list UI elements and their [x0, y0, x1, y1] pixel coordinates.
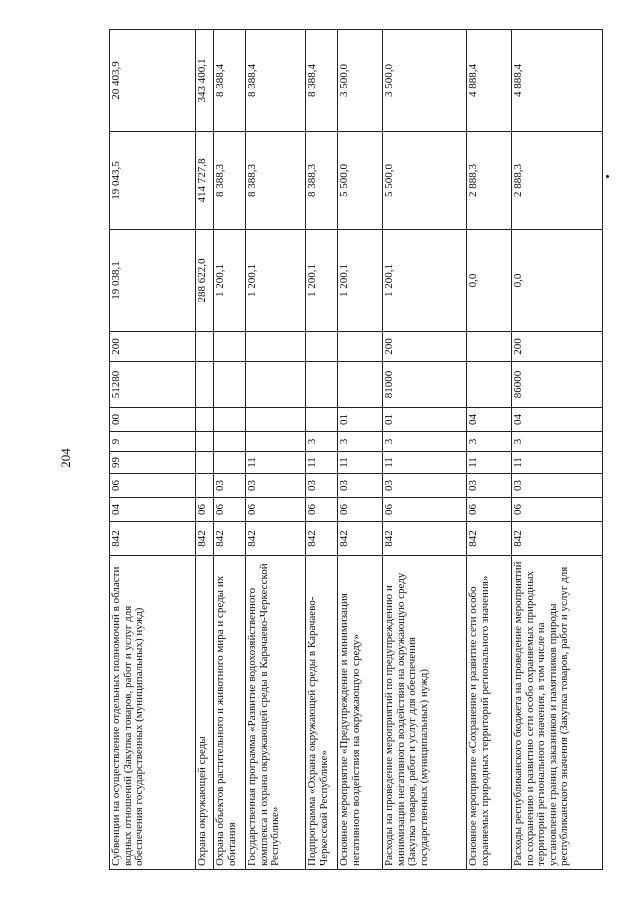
direction-code: [467, 362, 512, 408]
amount-year-2: 2 888,3: [467, 132, 512, 230]
amount-year-3: 8 388,4: [306, 30, 338, 132]
amount-year-2: 8 388,3: [214, 132, 246, 230]
row-description: Охрана окружающей среды: [196, 556, 214, 870]
amount-year-3: 4 888,4: [467, 30, 512, 132]
direction-code: 81000: [383, 362, 467, 408]
subprogram-code: 3: [338, 432, 383, 452]
direction-code: [306, 362, 338, 408]
program-code: 11: [306, 452, 338, 474]
row-description: Расходы на проведение мероприятий по предупреждению и минимизации негативного воздействия на окружающую среду (Закупка товаров, работ и услуг для обеспечения государственных (муниципальных) нужд): [383, 556, 467, 870]
table-row: [306, 30, 338, 870]
program-code: 99: [110, 452, 196, 474]
subsection-code: 03: [338, 474, 383, 498]
expense-type-code: [306, 332, 338, 362]
program-code: 11: [512, 452, 603, 474]
table-row: [196, 30, 214, 870]
amount-year-3: 20 403,9: [110, 30, 196, 132]
program-code: 11: [338, 452, 383, 474]
amount-year-2: 414 727,8: [196, 132, 214, 230]
stray-mark: [606, 175, 609, 178]
expense-type-code: 200: [512, 332, 603, 362]
subsection-code: 03: [306, 474, 338, 498]
table-row: [338, 30, 383, 870]
section-code: 06: [512, 498, 603, 522]
direction-code: [338, 362, 383, 408]
amount-year-3: 343 400,1: [196, 30, 214, 132]
event-code: [214, 408, 246, 432]
table-row: [214, 30, 246, 870]
expense-type-code: [196, 332, 214, 362]
subprogram-code: 3: [383, 432, 467, 452]
event-code: 01: [383, 408, 467, 432]
expense-type-code: [338, 332, 383, 362]
subprogram-code: 9: [110, 432, 196, 452]
subsection-code: [196, 474, 214, 498]
amount-year-1: 0,0: [512, 230, 603, 332]
program-code: 11: [383, 452, 467, 474]
amount-year-2: 2 888,3: [512, 132, 603, 230]
section-code: 04: [110, 498, 196, 522]
amount-year-1: 1 200,1: [383, 230, 467, 332]
direction-code: [196, 362, 214, 408]
row-description: Основное мероприятие «Предупреждение и минимизация негативного воздействия на окружающую среду»: [338, 556, 383, 870]
section-code: 06: [214, 498, 246, 522]
section-code: 06: [246, 498, 306, 522]
admin-code: 842: [196, 522, 214, 556]
row-description: Охрана объектов растительного и животного мира и среды их обитания: [214, 556, 246, 870]
section-code: 06: [338, 498, 383, 522]
amount-year-1: 1 200,1: [214, 230, 246, 332]
subsection-code: 03: [512, 474, 603, 498]
direction-code: [214, 362, 246, 408]
subsection-code: 03: [246, 474, 306, 498]
amount-year-2: 5 500,0: [338, 132, 383, 230]
section-code: 06: [383, 498, 467, 522]
row-description: Основное мероприятие «Сохранение и развитие сети особо охраняемых природных территорий регионального значения»: [467, 556, 512, 870]
section-code: 06: [467, 498, 512, 522]
amount-year-3: 8 388,4: [246, 30, 306, 132]
event-code: 00: [110, 408, 196, 432]
page-number: 204: [58, 448, 73, 468]
amount-year-2: 8 388,3: [246, 132, 306, 230]
amount-year-1: 0,0: [467, 230, 512, 332]
event-code: [306, 408, 338, 432]
expense-type-code: [246, 332, 306, 362]
row-description: Субвенции на осуществление отдельных полномочий в области водных отношений (Закупка товаров, работ и услуг для обеспечения государственных (муниципальных) нужд): [110, 556, 196, 870]
section-code: 06: [306, 498, 338, 522]
admin-code: 842: [306, 522, 338, 556]
amount-year-2: 19 043,5: [110, 132, 196, 230]
amount-year-3: 3 500,0: [383, 30, 467, 132]
row-description: Расходы республиканского бюджета на проведение мероприятий по сохранению и развитию сети особо охраняемых природных территорий регионального значения, в том числе на установление границ заказников и памятников природы республиканского значения (Закупка товаров, работ и услуг для: [512, 556, 603, 870]
subsection-code: 03: [467, 474, 512, 498]
subprogram-code: 3: [467, 432, 512, 452]
table-row: [512, 30, 603, 870]
table-row: [246, 30, 306, 870]
budget-table: [109, 29, 603, 870]
admin-code: 842: [512, 522, 603, 556]
amount-year-1: 19 038,1: [110, 230, 196, 332]
admin-code: 842: [246, 522, 306, 556]
subprogram-code: [196, 432, 214, 452]
direction-code: 51280: [110, 362, 196, 408]
direction-code: 86000: [512, 362, 603, 408]
table-row: [110, 30, 196, 870]
admin-code: 842: [110, 522, 196, 556]
expense-type-code: [214, 332, 246, 362]
admin-code: 842: [467, 522, 512, 556]
amount-year-3: 3 500,0: [338, 30, 383, 132]
program-code: [196, 452, 214, 474]
subprogram-code: [214, 432, 246, 452]
program-code: 11: [246, 452, 306, 474]
amount-year-2: 5 500,0: [383, 132, 467, 230]
event-code: 04: [467, 408, 512, 432]
event-code: [246, 408, 306, 432]
amount-year-1: 1 200,1: [306, 230, 338, 332]
admin-code: 842: [338, 522, 383, 556]
expense-type-code: 200: [383, 332, 467, 362]
amount-year-2: 8 388,3: [306, 132, 338, 230]
subprogram-code: [246, 432, 306, 452]
expense-type-code: 200: [110, 332, 196, 362]
event-code: [196, 408, 214, 432]
amount-year-3: 8 388,4: [214, 30, 246, 132]
amount-year-1: 1 200,1: [338, 230, 383, 332]
amount-year-1: 288 622,0: [196, 230, 214, 332]
subsection-code: 03: [214, 474, 246, 498]
subprogram-code: 3: [306, 432, 338, 452]
table-row: [383, 30, 467, 870]
program-code: [214, 452, 246, 474]
row-description: Государственная программа «Развитие водохозяйственного комплекса и охрана окружающей среды в Карачаево-Черкесской Республике»: [246, 556, 306, 870]
amount-year-3: 4 888,4: [512, 30, 603, 132]
amount-year-1: 1 200,1: [246, 230, 306, 332]
program-code: 11: [467, 452, 512, 474]
expense-type-code: [467, 332, 512, 362]
event-code: 01: [338, 408, 383, 432]
admin-code: 842: [214, 522, 246, 556]
subsection-code: 03: [383, 474, 467, 498]
row-description: Подпрограмма «Охрана окружающей среды в Карачаево-Черкесской Республике»: [306, 556, 338, 870]
admin-code: 842: [383, 522, 467, 556]
subprogram-code: 3: [512, 432, 603, 452]
event-code: 04: [512, 408, 603, 432]
table-row: [467, 30, 512, 870]
budget-table-container: [109, 30, 602, 870]
section-code: 06: [196, 498, 214, 522]
subsection-code: 06: [110, 474, 196, 498]
direction-code: [246, 362, 306, 408]
